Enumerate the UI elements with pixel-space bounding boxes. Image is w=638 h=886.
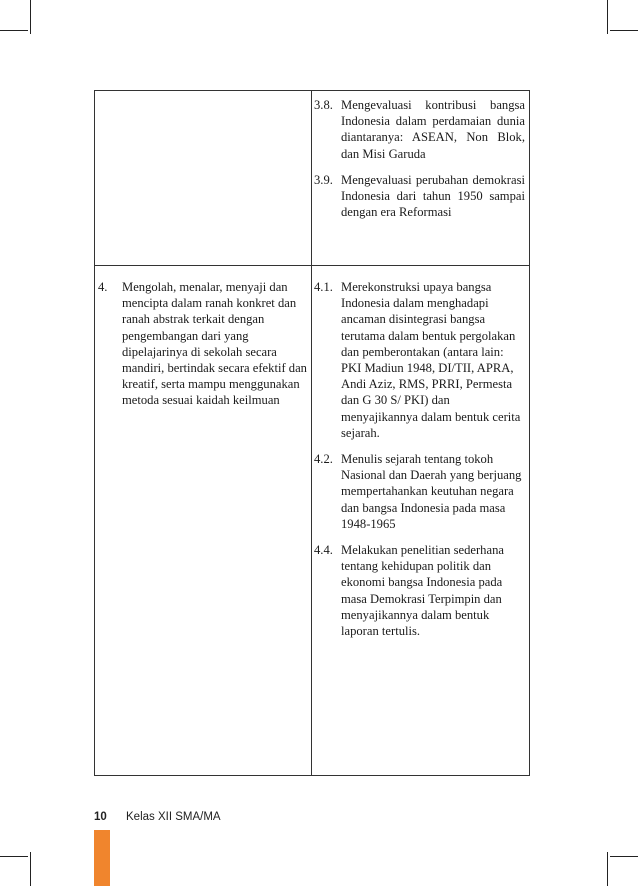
table-cell [95, 266, 312, 776]
item-number: 3.9. [314, 172, 333, 187]
crop-mark [0, 856, 28, 857]
list-item [98, 279, 309, 409]
table-cell [95, 91, 312, 266]
item-number: 4.1. [314, 280, 333, 294]
table-row [95, 266, 530, 776]
table-row [95, 91, 530, 266]
list-item [314, 451, 525, 532]
item-text: Mengolah, menalar, menyaji dan mencipta dalam ranah konkret dan ranah abstrak terkait dengan pengembangan dari yang dipelajarinya di sekolah secara mandiri, bertindak secara efektif dan kreatif, serta mampu menggunakan metoda sesuai kaidah keilmuan [122, 280, 307, 408]
competency-table [94, 90, 530, 776]
crop-mark [610, 30, 638, 31]
list-item [314, 172, 525, 221]
item-number: 4.2. [314, 452, 333, 467]
item-text: Merekonstruksi upaya bangsa Indonesia dalam menghadapi ancaman disintegrasi bangsa terutama dalam bentuk pergolakan dan pemberontakan (antara lain: PKI Madiun 1948, DI/TII, APRA, Andi Aziz, RMS, PRRI, Permesta dan G 30 S/ PKI) dan menyajikannya dalam bentuk cerita sejarah. [341, 280, 521, 440]
list-item [314, 542, 525, 639]
footer-accent-bar [94, 830, 110, 886]
table-cell [312, 266, 530, 776]
crop-mark [0, 30, 28, 31]
item-number: 4. [98, 280, 108, 294]
item-text: Mengevaluasi kontribusi bangsa Indonesia dalam perdamaian dunia diantaranya: ASEAN, Non Blok, dan Misi Garuda [341, 98, 525, 161]
crop-mark [610, 856, 638, 857]
item-text: Mengevaluasi perubahan demokrasi Indonesia dari tahun 1950 sampai dengan era Reformasi [341, 172, 525, 220]
footer-title: Kelas XII SMA/MA [126, 811, 221, 823]
crop-mark [30, 852, 31, 886]
item-number: 4.4. [314, 543, 333, 558]
item-number: 3.8. [314, 98, 333, 112]
item-text: Menulis sejarah tentang tokoh Nasional dan Daerah yang berjuang mempertahankan keutuhan negara dan bangsa Indonesia pada masa 1948-1965 [341, 452, 522, 531]
crop-mark [607, 852, 608, 886]
table-cell [312, 91, 530, 266]
list-item [314, 279, 525, 441]
item-text: Melakukan penelitian sederhana tentang kehidupan politik dan ekonomi bangsa Indonesia pada masa Demokrasi Terpimpin dan menyajikannya dalam bentuk laporan tertulis. [341, 543, 504, 639]
crop-mark [30, 0, 31, 34]
crop-mark [607, 0, 608, 34]
page-number: 10 [94, 811, 107, 823]
list-item [314, 97, 525, 162]
